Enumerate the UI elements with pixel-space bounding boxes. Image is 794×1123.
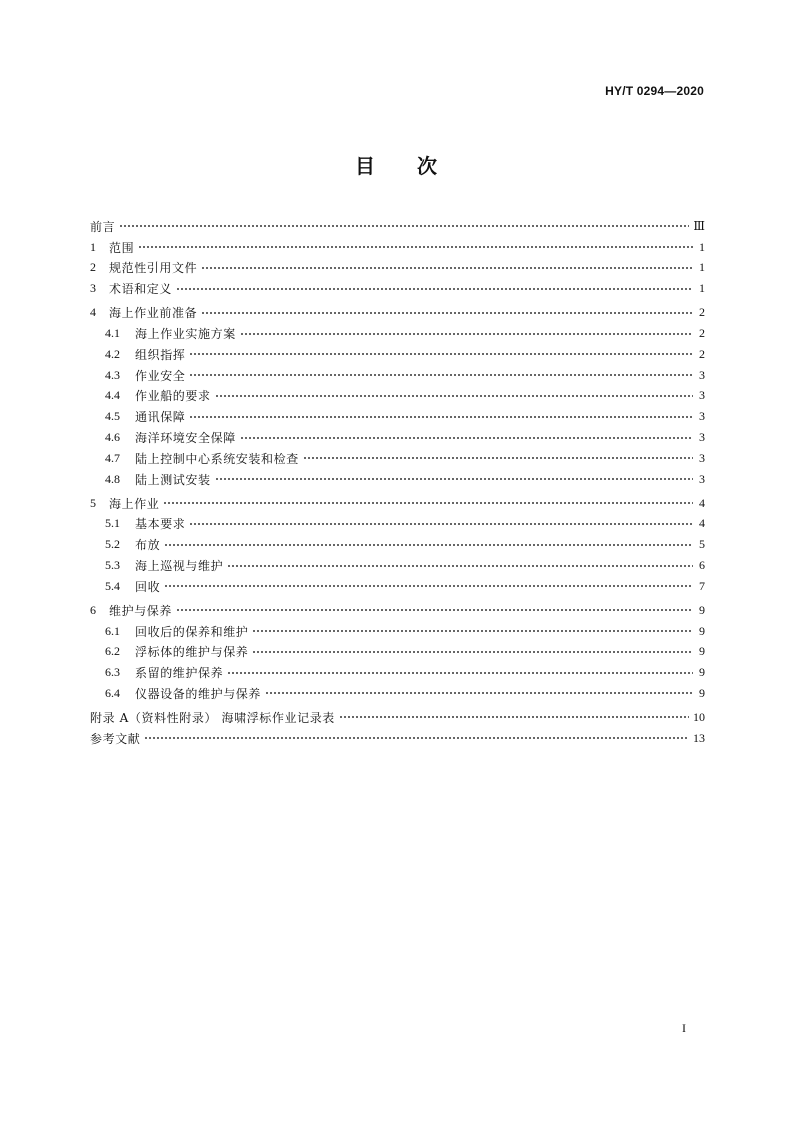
dot-leader xyxy=(164,583,693,589)
toc-entry-page: 4 xyxy=(699,495,705,510)
dot-leader xyxy=(119,223,689,229)
title-char-2: 次 xyxy=(417,154,439,178)
toc-entry[interactable] xyxy=(90,493,705,514)
toc-entry-page: 13 xyxy=(693,730,705,745)
toc-entry-label: 维护与保养 xyxy=(109,603,173,618)
toc-entry[interactable] xyxy=(90,258,705,279)
toc-entry-label: 海洋环境安全保障 xyxy=(135,431,236,446)
toc-entry-label: 回收后的保养和维护 xyxy=(135,624,249,639)
toc-entry-number: 4.1 xyxy=(105,326,120,341)
toc-entry-page: 9 xyxy=(699,644,705,659)
page-title xyxy=(0,150,794,179)
toc-entry[interactable] xyxy=(90,278,705,299)
dot-leader xyxy=(265,690,693,696)
toc-entry[interactable] xyxy=(90,302,705,323)
toc-entry-page: 5 xyxy=(699,537,705,552)
toc-entry-label: 回收 xyxy=(135,579,161,594)
toc-entry-number: 4.2 xyxy=(105,346,120,361)
toc-entry-label: 陆上测试安装 xyxy=(135,472,211,487)
toc-entry-label: 参考文献 xyxy=(90,731,141,746)
toc-entry-page: 1 xyxy=(699,281,705,296)
footer-page-number: I xyxy=(682,1021,686,1035)
toc-entry-number: 4 xyxy=(90,305,96,320)
toc-entry-label: 海上巡视与维护 xyxy=(135,559,224,574)
toc-entry-label: 仪器设备的维护与保养 xyxy=(135,686,262,701)
toc-entry[interactable] xyxy=(90,642,705,663)
dot-leader xyxy=(176,286,693,292)
toc-entry-number: 6.2 xyxy=(105,644,120,659)
toc-entry[interactable] xyxy=(90,621,705,642)
toc-entry[interactable] xyxy=(90,448,705,469)
toc-entry[interactable] xyxy=(90,344,705,365)
toc-entry-page: 1 xyxy=(699,260,705,275)
toc-entry-label: 海上作业实施方案 xyxy=(135,327,236,342)
dot-leader xyxy=(227,670,693,676)
toc-entry-number: 3 xyxy=(90,281,96,296)
toc-entry-page: 1 xyxy=(699,239,705,254)
dot-leader xyxy=(303,455,693,461)
toc-entry[interactable] xyxy=(90,323,705,344)
toc-entry-page: 7 xyxy=(699,578,705,593)
dot-leader xyxy=(240,435,693,441)
toc-entry-page: 3 xyxy=(699,450,705,465)
toc-entry[interactable] xyxy=(90,427,705,448)
toc-entry-label: 作业船的要求 xyxy=(135,389,211,404)
dot-leader xyxy=(144,735,689,741)
toc-entry-number: 5 xyxy=(90,495,96,510)
toc-entry-label: 组织指挥 xyxy=(135,347,186,362)
toc-entry-label: 通讯保障 xyxy=(135,410,186,425)
toc-entry[interactable] xyxy=(90,728,705,749)
toc-entry-page: 3 xyxy=(699,430,705,445)
toc-entry-page: 9 xyxy=(699,602,705,617)
toc-entry[interactable] xyxy=(90,707,705,728)
dot-leader xyxy=(164,542,693,548)
toc-entry-label: 规范性引用文件 xyxy=(109,261,198,276)
toc-entry[interactable] xyxy=(90,386,705,407)
toc-entry[interactable] xyxy=(90,216,705,237)
toc-entry-label: 浮标体的维护与保养 xyxy=(135,645,249,660)
toc-entry-label: 前言 xyxy=(90,219,116,234)
toc-entry-page: 2 xyxy=(699,346,705,361)
toc-entry-label: 范围 xyxy=(109,240,135,255)
toc-entry[interactable] xyxy=(90,534,705,555)
toc-entry-label: 术语和定义 xyxy=(109,282,173,297)
toc-entry-page: Ⅲ xyxy=(693,218,705,233)
toc-entry-page: 3 xyxy=(699,388,705,403)
dot-leader xyxy=(189,414,693,420)
dot-leader xyxy=(201,265,693,271)
toc-entry-number: 4.6 xyxy=(105,430,120,445)
toc-entry[interactable] xyxy=(90,555,705,576)
dot-leader xyxy=(201,310,693,316)
dot-leader xyxy=(240,331,693,337)
toc-entry-page: 2 xyxy=(699,305,705,320)
toc-entry-number: 6.3 xyxy=(105,665,120,680)
toc-entry-page: 2 xyxy=(699,326,705,341)
toc-entry-label: 海上作业前准备 xyxy=(109,306,198,321)
toc-entry-number: 6 xyxy=(90,602,96,617)
toc-entry-label: 附录 A（资料性附录） 海啸浮标作业记录表 xyxy=(90,710,335,725)
toc-entry-number: 5.2 xyxy=(105,537,120,552)
toc-entry-number: 5.4 xyxy=(105,578,120,593)
toc-entry[interactable] xyxy=(90,469,705,490)
toc-entry-page: 3 xyxy=(699,367,705,382)
toc-entry-number: 4.8 xyxy=(105,471,120,486)
table-of-contents xyxy=(90,216,705,749)
toc-entry[interactable] xyxy=(90,662,705,683)
toc-entry[interactable] xyxy=(90,600,705,621)
toc-entry-label: 陆上控制中心系统安装和检查 xyxy=(135,451,299,466)
toc-entry-number: 2 xyxy=(90,260,96,275)
toc-entry-number: 4.4 xyxy=(105,388,120,403)
dot-leader xyxy=(339,714,689,720)
toc-entry-label: 海上作业 xyxy=(109,496,160,511)
dot-leader xyxy=(215,476,693,482)
dot-leader xyxy=(189,521,693,527)
toc-entry[interactable] xyxy=(90,365,705,386)
toc-entry-number: 1 xyxy=(90,239,96,254)
toc-entry-page: 3 xyxy=(699,409,705,424)
toc-entry-number: 5.3 xyxy=(105,558,120,573)
dot-leader xyxy=(252,628,693,634)
toc-entry-number: 4.7 xyxy=(105,450,120,465)
toc-entry-page: 3 xyxy=(699,471,705,486)
toc-entry-label: 布放 xyxy=(135,538,161,553)
toc-entry-number: 6.4 xyxy=(105,685,120,700)
toc-entry[interactable] xyxy=(90,237,705,258)
dot-leader xyxy=(215,393,693,399)
toc-entry-number: 5.1 xyxy=(105,516,120,531)
toc-entry-page: 9 xyxy=(699,685,705,700)
toc-entry[interactable] xyxy=(90,683,705,704)
dot-leader xyxy=(189,351,693,357)
toc-entry-label: 系留的维护保养 xyxy=(135,666,224,681)
toc-entry-page: 6 xyxy=(699,558,705,573)
toc-entry-page: 9 xyxy=(699,665,705,680)
toc-entry-number: 6.1 xyxy=(105,623,120,638)
dot-leader xyxy=(189,372,693,378)
title-char-1: 目 xyxy=(355,154,377,178)
toc-entry[interactable] xyxy=(90,514,705,535)
dot-leader xyxy=(163,500,693,506)
dot-leader xyxy=(252,649,693,655)
dot-leader xyxy=(138,244,693,250)
toc-entry-page: 9 xyxy=(699,623,705,638)
toc-entry[interactable] xyxy=(90,406,705,427)
standard-code: HY/T 0294—2020 xyxy=(605,84,704,98)
toc-entry-number: 4.5 xyxy=(105,409,120,424)
toc-entry-page: 10 xyxy=(693,709,705,724)
toc-entry-number: 4.3 xyxy=(105,367,120,382)
toc-entry-page: 4 xyxy=(699,516,705,531)
toc-entry-label: 基本要求 xyxy=(135,517,186,532)
toc-entry[interactable] xyxy=(90,576,705,597)
dot-leader xyxy=(227,563,693,569)
toc-entry-label: 作业安全 xyxy=(135,368,186,383)
dot-leader xyxy=(176,607,693,613)
